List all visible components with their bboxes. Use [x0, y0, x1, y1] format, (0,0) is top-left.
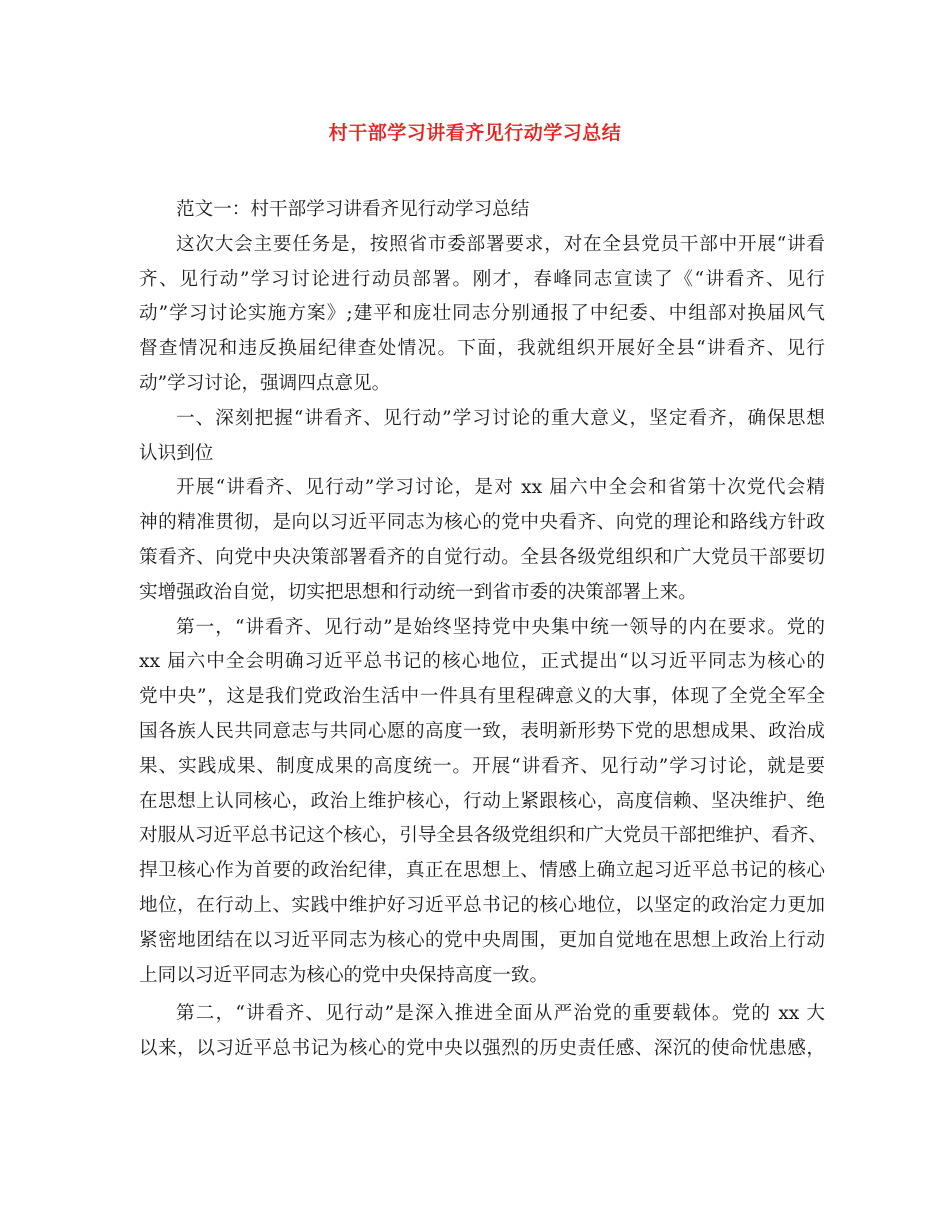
paragraph-line: 齐、见行动”学习讨论进行动员部署。刚才，春峰同志宣读了《“讲看齐、见行 — [139, 268, 825, 290]
paragraph-line: 上同以习近平同志为核心的党中央保持高度一致。 — [139, 964, 549, 986]
paragraph-line: 督查情况和违反换届纪律查处情况。下面，我就组织开展好全县“讲看齐、见行 — [139, 338, 825, 360]
paragraph-line: 地位，在行动上、实践中维护好习近平总书记的核心地位，以坚定的政治定力更加 — [139, 894, 825, 916]
paragraph-line: 神的精准贯彻，是向以习近平同志为核心的党中央看齐、向党的理论和路线方针政 — [139, 512, 825, 534]
paragraph-line: 实增强政治自觉，切实把思想和行动统一到省市委的决策部署上来。 — [139, 581, 697, 603]
paragraph-line: 国各族人民共同意志与共同心愿的高度一致，表明新形势下党的思想成果、政治成 — [139, 720, 825, 742]
paragraph-line: 第一，“讲看齐、见行动”是始终坚持党中央集中统一领导的内在要求。党的 — [176, 616, 825, 638]
paragraph-line: 一、深刻把握“讲看齐、见行动”学习讨论的重大意义，坚定看齐，确保思想 — [176, 407, 825, 429]
paragraph-line: 认识到位 — [139, 442, 214, 464]
paragraph-line: 捍卫核心作为首要的政治纪律，真正在思想上、情感上确立起习近平总书记的核心 — [139, 860, 825, 882]
paragraph-line: 在思想上认同核心，政治上维护核心，行动上紧跟核心，高度信赖、坚决维护、绝 — [139, 790, 825, 812]
paragraph-line: 第二，“讲看齐、见行动”是深入推进全面从严治党的重要载体。党的 xx 大 — [176, 1003, 825, 1025]
paragraph-line: 以来，以习近平总书记为核心的党中央以强烈的历史责任感、深沉的使命忧患感， — [139, 1038, 825, 1060]
paragraph-line: 对服从习近平总书记这个核心，引导全县各级党组织和广大党员干部把维护、看齐、 — [139, 825, 827, 847]
document-body — [139, 193, 825, 1067]
paragraph-line: xx 届六中全会明确习近平总书记的核心地位，正式提出“以习近平同志为核心的 — [139, 651, 825, 673]
paragraph-line: 动”学习讨论实施方案》;建平和庞壮同志分别通报了中纪委、中组部对换届风气 — [139, 303, 825, 325]
paragraph-line: 紧密地团结在以习近平同志为核心的党中央周围，更加自觉地在思想上政治上行动 — [139, 929, 825, 951]
paragraph-line: 党中央”，这是我们党政治生活中一件具有里程碑意义的大事，体现了全党全军全 — [139, 686, 825, 708]
paragraph-line: 策看齐、向党中央决策部署看齐的自觉行动。全县各级党组织和广大党员干部要切 — [139, 546, 825, 568]
paragraph-line: 开展“讲看齐、见行动”学习讨论，是对 xx 届六中全会和省第十次党代会精 — [176, 477, 825, 499]
paragraph-line: 这次大会主要任务是，按照省市委部署要求，对在全县党员干部中开展“讲看 — [176, 233, 825, 255]
paragraph-line: 范文一：村干部学习讲看齐见行动学习总结 — [176, 199, 530, 220]
paragraph-line: 果、实践成果、制度成果的高度统一。开展“讲看齐、见行动”学习讨论，就是要 — [139, 755, 825, 777]
paragraph-line: 动”学习讨论，强调四点意见。 — [139, 372, 391, 394]
document-title: 村干部学习讲看齐见行动学习总结 — [328, 122, 622, 144]
